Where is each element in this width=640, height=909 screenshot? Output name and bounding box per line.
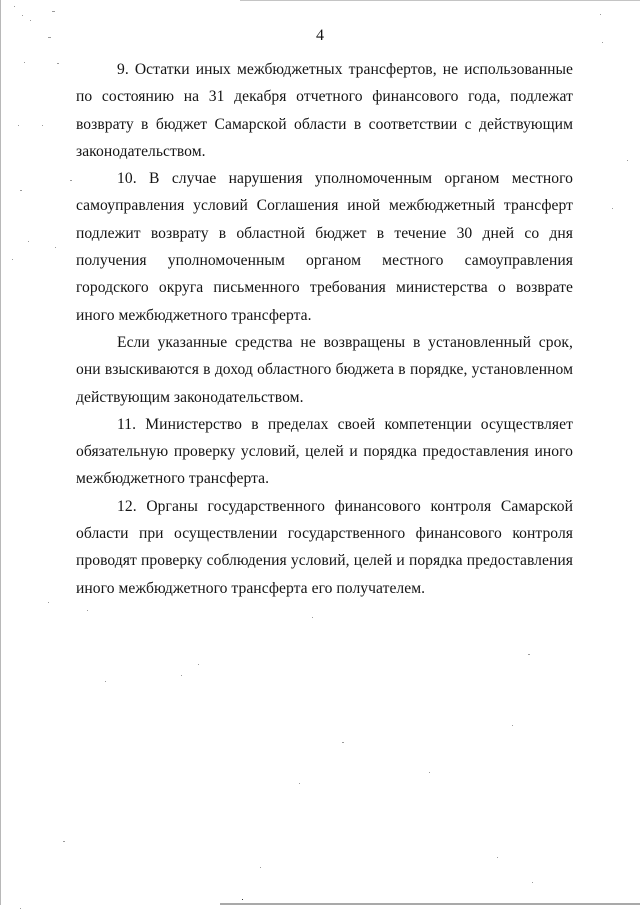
paragraph-9: 9. Остатки иных межбюджетных трансфертов, не использованные по состоянию на 31 декабря отчетного финансового года, подлежат возврату в бюджет Самарской области в соответствии с действующим законодательством. [76,61,573,160]
paragraph-10: 10. В случае нарушения уполномоченным органом местного самоуправления условий Соглашения иной межбюджетный трансферт подлежит возврату в областной бюджет в течение 30 дней со дня получения уполномоченным органом местного самоуправления городского округа письменного требования министерства о возврате иного межбюджетного трансферта. [76,170,573,324]
paragraph-12: 12. Органы государственного финансового контроля Самарской области при осуществлении государственного финансового контроля проводят проверку соблюдения условий, целей и порядка предоставления иного межбюджетного трансферта его получателем. [76,497,573,597]
scan-edge-left [0,0,1,905]
paragraph-11: 11. Министерство в пределах своей компетенции осуществляет обязательную проверку условий, целей и порядка предоставления иного межбюджетного трансферта. [76,415,573,488]
scan-edge-top [240,0,640,1]
document-body [76,56,573,602]
page-number: 4 [316,27,324,44]
paragraph-10-continuation: Если указанные средства не возвращены в установленный срок, они взыскиваются в доход областного бюджета в порядке, установленном действующим законодательством. [76,333,573,406]
